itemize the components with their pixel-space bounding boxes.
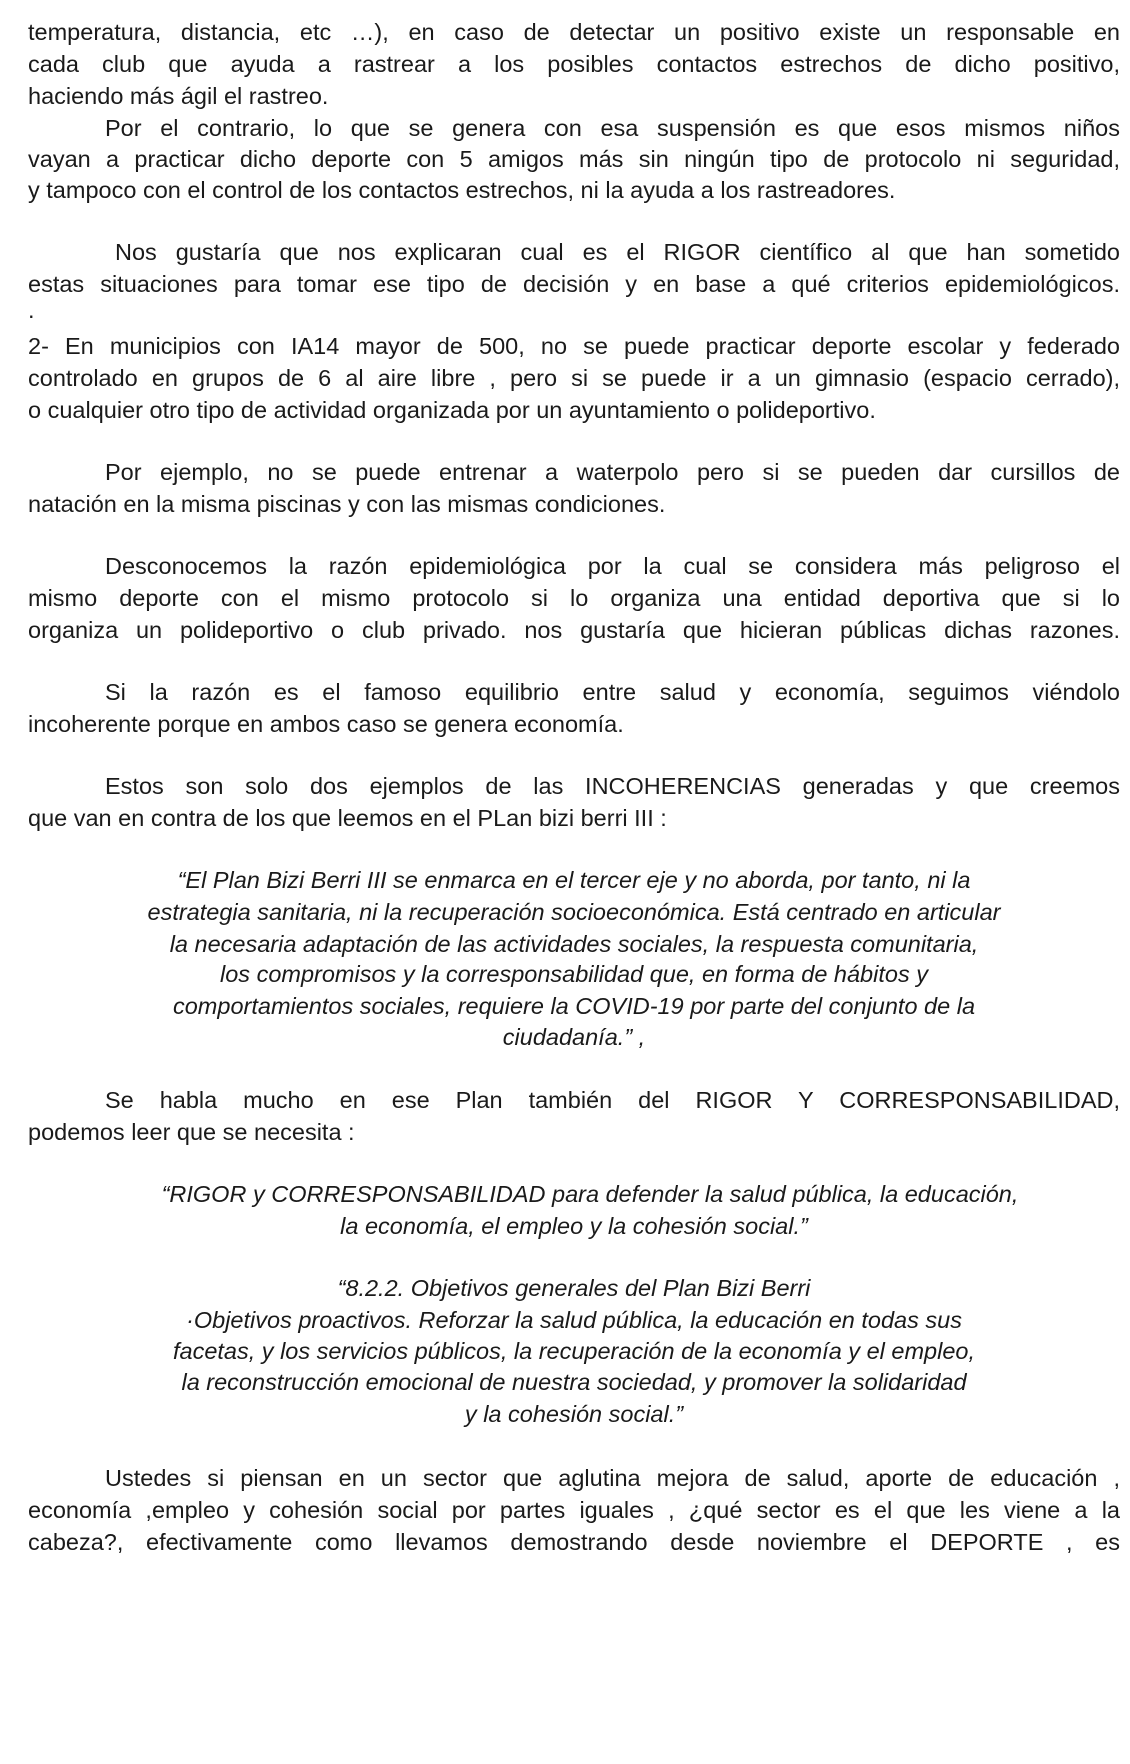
quote-line: “El Plan Bizi Berri III se enmarca en el tercer eje y no aborda, por tanto, ni la bbox=[177, 867, 971, 893]
text-line: natación en la misma piscinas y con las mismas condiciones. bbox=[28, 491, 666, 517]
quote-line: y la cohesión social.” bbox=[464, 1401, 684, 1427]
text-line: haciendo más ágil el rastreo. bbox=[28, 83, 329, 109]
quote-line: “8.2.2. Objetivos generales del Plan Bizi Berri bbox=[337, 1275, 811, 1301]
text-line: Por el contrario, lo que se genera con esa suspensión es que esos mismos niños bbox=[105, 115, 1120, 141]
quote-line: los compromisos y la corresponsabilidad que, en forma de hábitos y bbox=[220, 961, 928, 987]
text-line: Ustedes si piensan en un sector que aglutina mejora de salud, aporte de educación , bbox=[105, 1465, 1120, 1491]
document-page bbox=[28, 0, 1120, 1764]
text-line: temperatura, distancia, etc …), en caso de detectar un positivo existe un responsable en bbox=[28, 19, 1120, 45]
text-line: que van en contra de los que leemos en el PLan bizi berri III : bbox=[28, 805, 667, 831]
text-line: estas situaciones para tomar ese tipo de decisión y en base a qué criterios epidemiológicos. bbox=[28, 271, 1120, 297]
text-line: Nos gustaría que nos explicaran cual es el RIGOR científico al que han sometido bbox=[115, 239, 1120, 265]
quote-line: “RIGOR y CORRESPONSABILIDAD para defender la salud pública, la educación, bbox=[161, 1181, 1019, 1207]
quote-line: la necesaria adaptación de las actividades sociales, la respuesta comunitaria, bbox=[169, 931, 979, 957]
quote-line: ciudadanía.” , bbox=[502, 1024, 646, 1050]
text-line: incoherente porque en ambos caso se genera economía. bbox=[28, 711, 624, 737]
text-line: Si la razón es el famoso equilibrio entre salud y economía, seguimos viéndolo bbox=[105, 679, 1120, 705]
text-line: . bbox=[28, 297, 35, 323]
text-line: Estos son solo dos ejemplos de las INCOHERENCIAS generadas y que creemos bbox=[105, 773, 1120, 799]
quote-line: ·Objetivos proactivos. Reforzar la salud pública, la educación en todas sus bbox=[186, 1307, 962, 1333]
text-line: Por ejemplo, no se puede entrenar a waterpolo pero si se pueden dar cursillos de bbox=[105, 459, 1120, 485]
quote-line: la reconstrucción emocional de nuestra sociedad, y promover la solidaridad bbox=[181, 1369, 967, 1395]
text-line: cada club que ayuda a rastrear a los posibles contactos estrechos de dicho positivo, bbox=[28, 51, 1120, 77]
text-line: Se habla mucho en ese Plan también del RIGOR Y CORRESPONSABILIDAD, bbox=[105, 1087, 1120, 1113]
text-line: o cualquier otro tipo de actividad organizada por un ayuntamiento o polideportivo. bbox=[28, 397, 876, 423]
text-line: organiza un polideportivo o club privado. nos gustaría que hicieran públicas dichas razones. bbox=[28, 617, 1120, 643]
quote-line: comportamientos sociales, requiere la COVID-19 por parte del conjunto de la bbox=[172, 993, 976, 1019]
text-line: cabeza?, efectivamente como llevamos demostrando desde noviembre el DEPORTE , es bbox=[28, 1529, 1120, 1555]
text-line: 2- En municipios con IA14 mayor de 500, no se puede practicar deporte escolar y federado bbox=[28, 333, 1120, 359]
text-line: controlado en grupos de 6 al aire libre , pero si se puede ir a un gimnasio (espacio cerrado), bbox=[28, 365, 1120, 391]
quote-line: estrategia sanitaria, ni la recuperación socioeconómica. Está centrado en articular bbox=[147, 899, 1001, 925]
text-line: podemos leer que se necesita : bbox=[28, 1119, 355, 1145]
quote-line: la economía, el empleo y la cohesión social.” bbox=[340, 1213, 808, 1239]
text-line: y tampoco con el control de los contactos estrechos, ni la ayuda a los rastreadores. bbox=[28, 177, 896, 203]
quote-line: facetas, y los servicios públicos, la recuperación de la economía y el empleo, bbox=[172, 1338, 976, 1364]
text-line: Desconocemos la razón epidemiológica por la cual se considera más peligroso el bbox=[105, 553, 1120, 579]
text-line: mismo deporte con el mismo protocolo si lo organiza una entidad deportiva que si lo bbox=[28, 585, 1120, 611]
text-line: vayan a practicar dicho deporte con 5 amigos más sin ningún tipo de protocolo ni seguridad, bbox=[28, 146, 1120, 172]
text-line: economía ,empleo y cohesión social por partes iguales , ¿qué sector es el que les viene a la bbox=[28, 1497, 1120, 1523]
